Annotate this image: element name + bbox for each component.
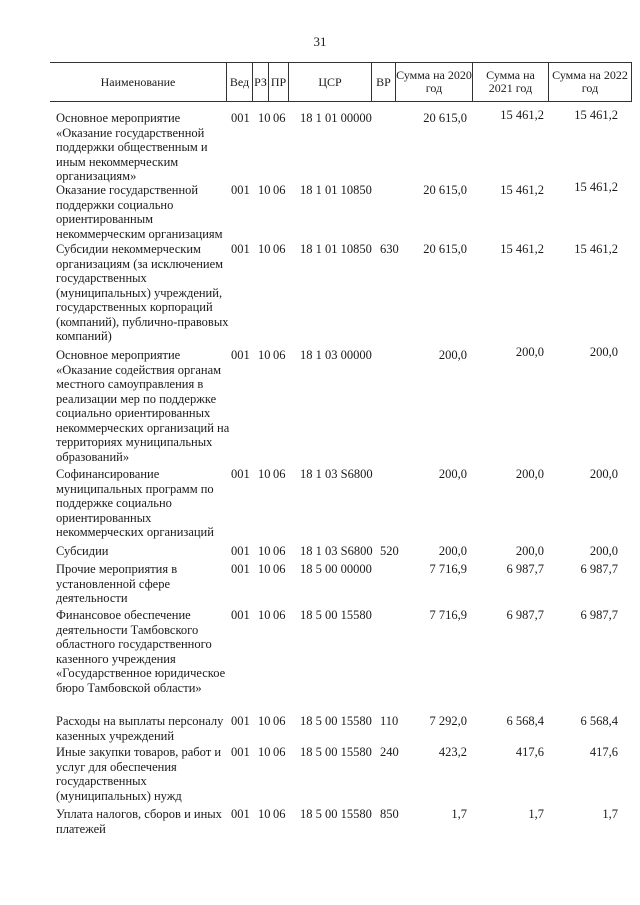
row-name: Основное мероприятие «Оказание государственной поддержки общественным и иным некоммерческим организациям»	[56, 111, 208, 183]
row-csr: 18 5 00 15580	[300, 807, 372, 821]
row-csr: 18 5 00 15580	[300, 608, 372, 622]
row-rz: 10	[258, 562, 271, 576]
row-pr: 06	[273, 608, 286, 622]
row-sum-2020: 20 615,0	[423, 183, 467, 197]
row-pr: 06	[273, 183, 286, 197]
row-sum-2021: 417,6	[515, 745, 544, 759]
row-sum-2022: 417,6	[589, 745, 618, 759]
row-csr: 18 1 03 S6800	[300, 467, 373, 481]
row-name: Основное мероприятие «Оказание содействия органам местного самоуправления в реализации мер по поддержке социально ориентированных некоммерческих организаций на территориях муниципальных образований»	[56, 348, 230, 464]
row-sum-2021: 200,0	[515, 467, 544, 481]
row-vr: 520	[380, 544, 399, 558]
row-csr: 18 1 03 00000	[300, 348, 372, 362]
row-rz: 10	[258, 467, 271, 481]
page-number: 31	[313, 34, 327, 49]
row-name: Расходы на выплаты персоналу казенных учреждений	[56, 714, 224, 743]
row-name: Прочие мероприятия в установленной сфере деятельности	[56, 562, 178, 605]
row-name: Софинансирование муниципальных программ по поддержке социально ориентированных некоммерческих организаций	[56, 467, 214, 539]
row-rz: 10	[258, 183, 271, 197]
row-sum-2022: 200,0	[589, 467, 618, 481]
row-ved: 001	[231, 608, 250, 622]
header-csr: ЦСР	[288, 63, 371, 101]
row-ved: 001	[231, 242, 250, 256]
row-sum-2021: 200,0	[515, 544, 544, 558]
row-rz: 10	[258, 714, 271, 728]
row-sum-2020: 20 615,0	[423, 111, 467, 125]
row-sum-2022: 6 987,7	[580, 562, 618, 576]
row-name: Иные закупки товаров, работ и услуг для обеспечения государственных (муниципальных) нужд	[56, 745, 222, 803]
row-pr: 06	[273, 745, 286, 759]
row-vr: 630	[380, 242, 399, 256]
row-ved: 001	[231, 111, 250, 125]
header-pr: ПР	[268, 63, 288, 101]
row-sum-2021: 6 987,7	[506, 562, 544, 576]
row-sum-2022: 200,0	[589, 345, 618, 359]
row-vr: 240	[380, 745, 399, 759]
header-ved: Вед	[226, 63, 252, 101]
row-csr: 18 1 01 10850	[300, 242, 372, 256]
row-name: Субсидии некоммерческим организациям (за исключением государственных (муниципальных) учреждений, государственных корпораций (компаний), публично-правовых компаний)	[56, 242, 229, 343]
row-sum-2022: 15 461,2	[574, 242, 618, 256]
row-pr: 06	[273, 111, 286, 125]
row-rz: 10	[258, 111, 271, 125]
row-vr: 110	[380, 714, 399, 728]
row-ved: 001	[231, 562, 250, 576]
row-name: Уплата налогов, сборов и иных платежей	[56, 807, 222, 836]
row-ved: 001	[231, 467, 250, 481]
row-name: Оказание государственной поддержки социально ориентированным некоммерческим организациям	[56, 183, 223, 241]
row-csr: 18 5 00 15580	[300, 745, 372, 759]
row-csr: 18 1 03 S6800	[300, 544, 373, 558]
row-sum-2020: 1,7	[451, 807, 467, 821]
row-sum-2020: 423,2	[438, 745, 467, 759]
header-sum-2022: Сумма на 2022 год	[548, 63, 632, 101]
row-pr: 06	[273, 562, 286, 576]
row-csr: 18 1 01 10850	[300, 183, 372, 197]
row-name: Субсидии	[56, 544, 109, 558]
row-pr: 06	[273, 714, 286, 728]
header-sum-2020: Сумма на 2020 год	[395, 63, 472, 101]
row-rz: 10	[258, 242, 271, 256]
row-ved: 001	[231, 745, 250, 759]
row-csr: 18 5 00 15580	[300, 714, 372, 728]
row-sum-2020: 200,0	[438, 544, 467, 558]
header-sum-2021: Сумма на 2021 год	[472, 63, 548, 101]
row-sum-2021: 6 987,7	[506, 608, 544, 622]
row-sum-2022: 15 461,2	[574, 180, 618, 194]
row-sum-2022: 1,7	[602, 807, 618, 821]
row-pr: 06	[273, 807, 286, 821]
row-sum-2022: 6 987,7	[580, 608, 618, 622]
row-csr: 18 5 00 00000	[300, 562, 372, 576]
row-sum-2021: 200,0	[515, 345, 544, 359]
row-ved: 001	[231, 714, 250, 728]
row-sum-2021: 15 461,2	[500, 242, 544, 256]
row-ved: 001	[231, 183, 250, 197]
row-pr: 06	[273, 348, 286, 362]
row-sum-2020: 7 716,9	[429, 608, 467, 622]
row-rz: 10	[258, 608, 271, 622]
row-sum-2020: 7 716,9	[429, 562, 467, 576]
row-sum-2020: 200,0	[438, 348, 467, 362]
row-pr: 06	[273, 467, 286, 481]
row-sum-2022: 200,0	[589, 544, 618, 558]
row-sum-2020: 20 615,0	[423, 242, 467, 256]
row-ved: 001	[231, 807, 250, 821]
row-rz: 10	[258, 544, 271, 558]
header-name: Наименование	[100, 74, 176, 89]
row-vr: 850	[380, 807, 399, 821]
row-name: Финансовое обеспечение деятельности Тамбовского областного государственного казенного учреждения «Государственное юридическое бюро Тамбовской области»	[56, 608, 226, 695]
row-sum-2020: 200,0	[438, 467, 467, 481]
row-sum-2021: 6 568,4	[506, 714, 544, 728]
header-rz: РЗ	[252, 63, 268, 101]
row-csr: 18 1 01 00000	[300, 111, 372, 125]
row-ved: 001	[231, 348, 250, 362]
row-sum-2021: 15 461,2	[500, 108, 544, 122]
table-header	[50, 62, 632, 102]
row-sum-2021: 15 461,2	[500, 183, 544, 197]
row-sum-2020: 7 292,0	[429, 714, 467, 728]
row-ved: 001	[231, 544, 250, 558]
row-sum-2022: 15 461,2	[574, 108, 618, 122]
row-sum-2022: 6 568,4	[580, 714, 618, 728]
row-rz: 10	[258, 745, 271, 759]
row-sum-2021: 1,7	[528, 807, 544, 821]
row-pr: 06	[273, 242, 286, 256]
header-vr: ВР	[371, 63, 395, 101]
row-rz: 10	[258, 807, 271, 821]
row-rz: 10	[258, 348, 271, 362]
row-pr: 06	[273, 544, 286, 558]
